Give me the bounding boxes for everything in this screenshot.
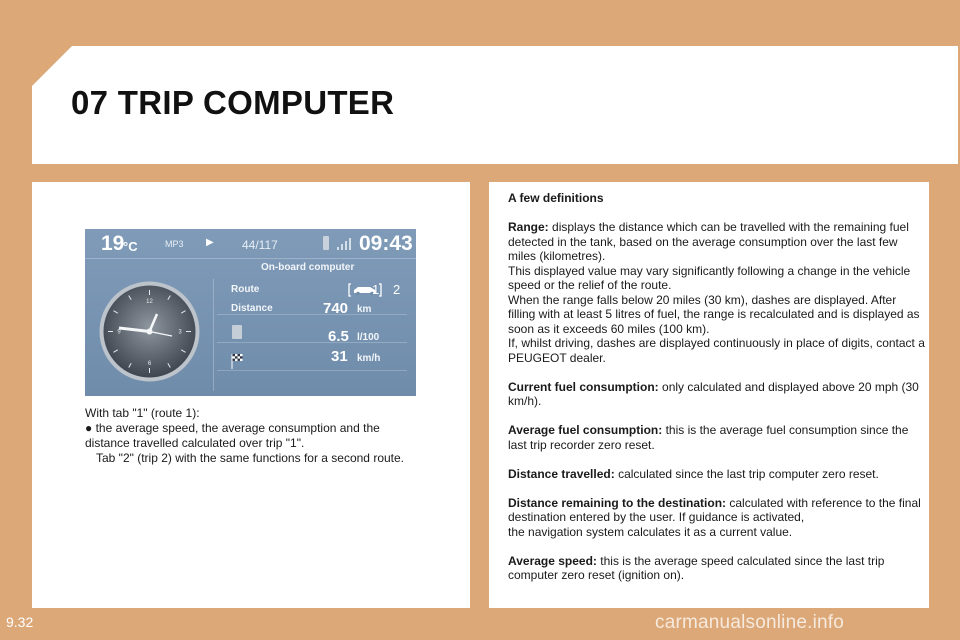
tab-1: 1 — [372, 282, 380, 297]
definition-distance-travelled: Distance travelled: calculated since the last trip computer zero reset. — [508, 466, 879, 481]
temperature-value: 19 — [101, 232, 125, 255]
menu-title: On-board computer — [261, 262, 355, 273]
definition-average-speed: Average speed: this is the average speed calculated since the last trip computer zero reset (ignition on). — [508, 553, 885, 582]
gauge-12: 12 — [146, 299, 153, 305]
analog-clock-icon — [97, 279, 202, 384]
consumption-unit: l/100 — [357, 332, 380, 343]
signal-strength-icon — [337, 238, 353, 250]
phone-icon — [323, 236, 329, 250]
definition-current-consumption: Current fuel consumption: only calculated and displayed above 20 mph (30 km/h). — [508, 379, 919, 408]
definition-average-consumption: Average fuel consumption: this is the average fuel consumption since the last trip recorder zero reset. — [508, 423, 909, 452]
gauge-6: 6 — [147, 361, 152, 367]
distance-value: 740 — [323, 300, 349, 317]
fuel-pump-icon — [232, 325, 242, 339]
speed-unit: km/h — [357, 353, 381, 364]
gauge-9: 9 — [117, 329, 121, 336]
caption-tab2: Tab "2" (trip 2) with the same functions for a second route. — [96, 451, 405, 465]
distance-label: Distance — [231, 303, 273, 314]
temperature-unit: °C — [123, 239, 138, 254]
definition-range: Range: displays the distance which can be travelled with the remaining fuel detected in the tank, based on the average consumption over the last few miles (kilometres). — [508, 220, 909, 263]
caption-intro: With tab "1" (route 1): — [85, 406, 200, 420]
definitions-section: A few definitions Range: displays the distance which can be travelled with the remaining fuel detected in the tank, based on the average consumption over the last few miles (kilometres). This displayed value may vary significantly following a change in the vehicle speed or the relief of the route. When the range falls below 20 miles (30 km), dashes are displayed. After filling with at least 5 litres of fuel, the range is recalculated and is displayed as soon as it exceeds 60 miles (100 km). If, whilst driving, dashes are displayed continuously in place of digits, contact a PEUGEOT dealer. Current fuel consumption: only calculated and displayed above 20 mph (30 km/h). Average fuel consumption: this is the average fuel consumption since the last trip recorder zero reset. Distance travelled: calculated since the last trip computer zero reset. Distance remaining to the destination: calculated with reference to the final destination entered by the user. If guidance is activated, the navigation system calculates it as a current value. Average speed: this is the average speed calculated since the last trip computer zero reset (ignition on). — [508, 191, 925, 582]
distance-unit: km — [357, 304, 372, 315]
track-counter: 44/117 — [242, 238, 278, 252]
page-number: 9.32 — [6, 614, 34, 630]
consumption-value: 6.5 — [328, 328, 349, 345]
display-caption — [85, 406, 415, 466]
audio-source: MP3 — [165, 239, 184, 249]
gauge-3: 3 — [178, 329, 182, 336]
page-title: 07 TRIP COMPUTER — [71, 84, 395, 121]
display-status-bar — [85, 229, 416, 259]
clock-time: 09:43 — [359, 232, 413, 255]
multifunction-display — [85, 229, 416, 396]
speed-value: 31 — [331, 348, 348, 365]
route-label: Route — [231, 284, 260, 295]
play-icon: ▶ — [206, 237, 214, 248]
chequered-flag-icon — [231, 353, 243, 369]
tab-2: 2 — [393, 282, 401, 297]
definition-distance-remaining: Distance remaining to the destination: calculated with reference to the final destination entered by the user. If guidance is activated, — [508, 495, 921, 524]
watermark: carmanualsonline.info — [655, 612, 845, 633]
definitions-heading: A few definitions — [508, 191, 604, 205]
caption-bullet: ● the average speed, the average consumption and the distance travelled calculated over trip "1". — [85, 421, 380, 450]
